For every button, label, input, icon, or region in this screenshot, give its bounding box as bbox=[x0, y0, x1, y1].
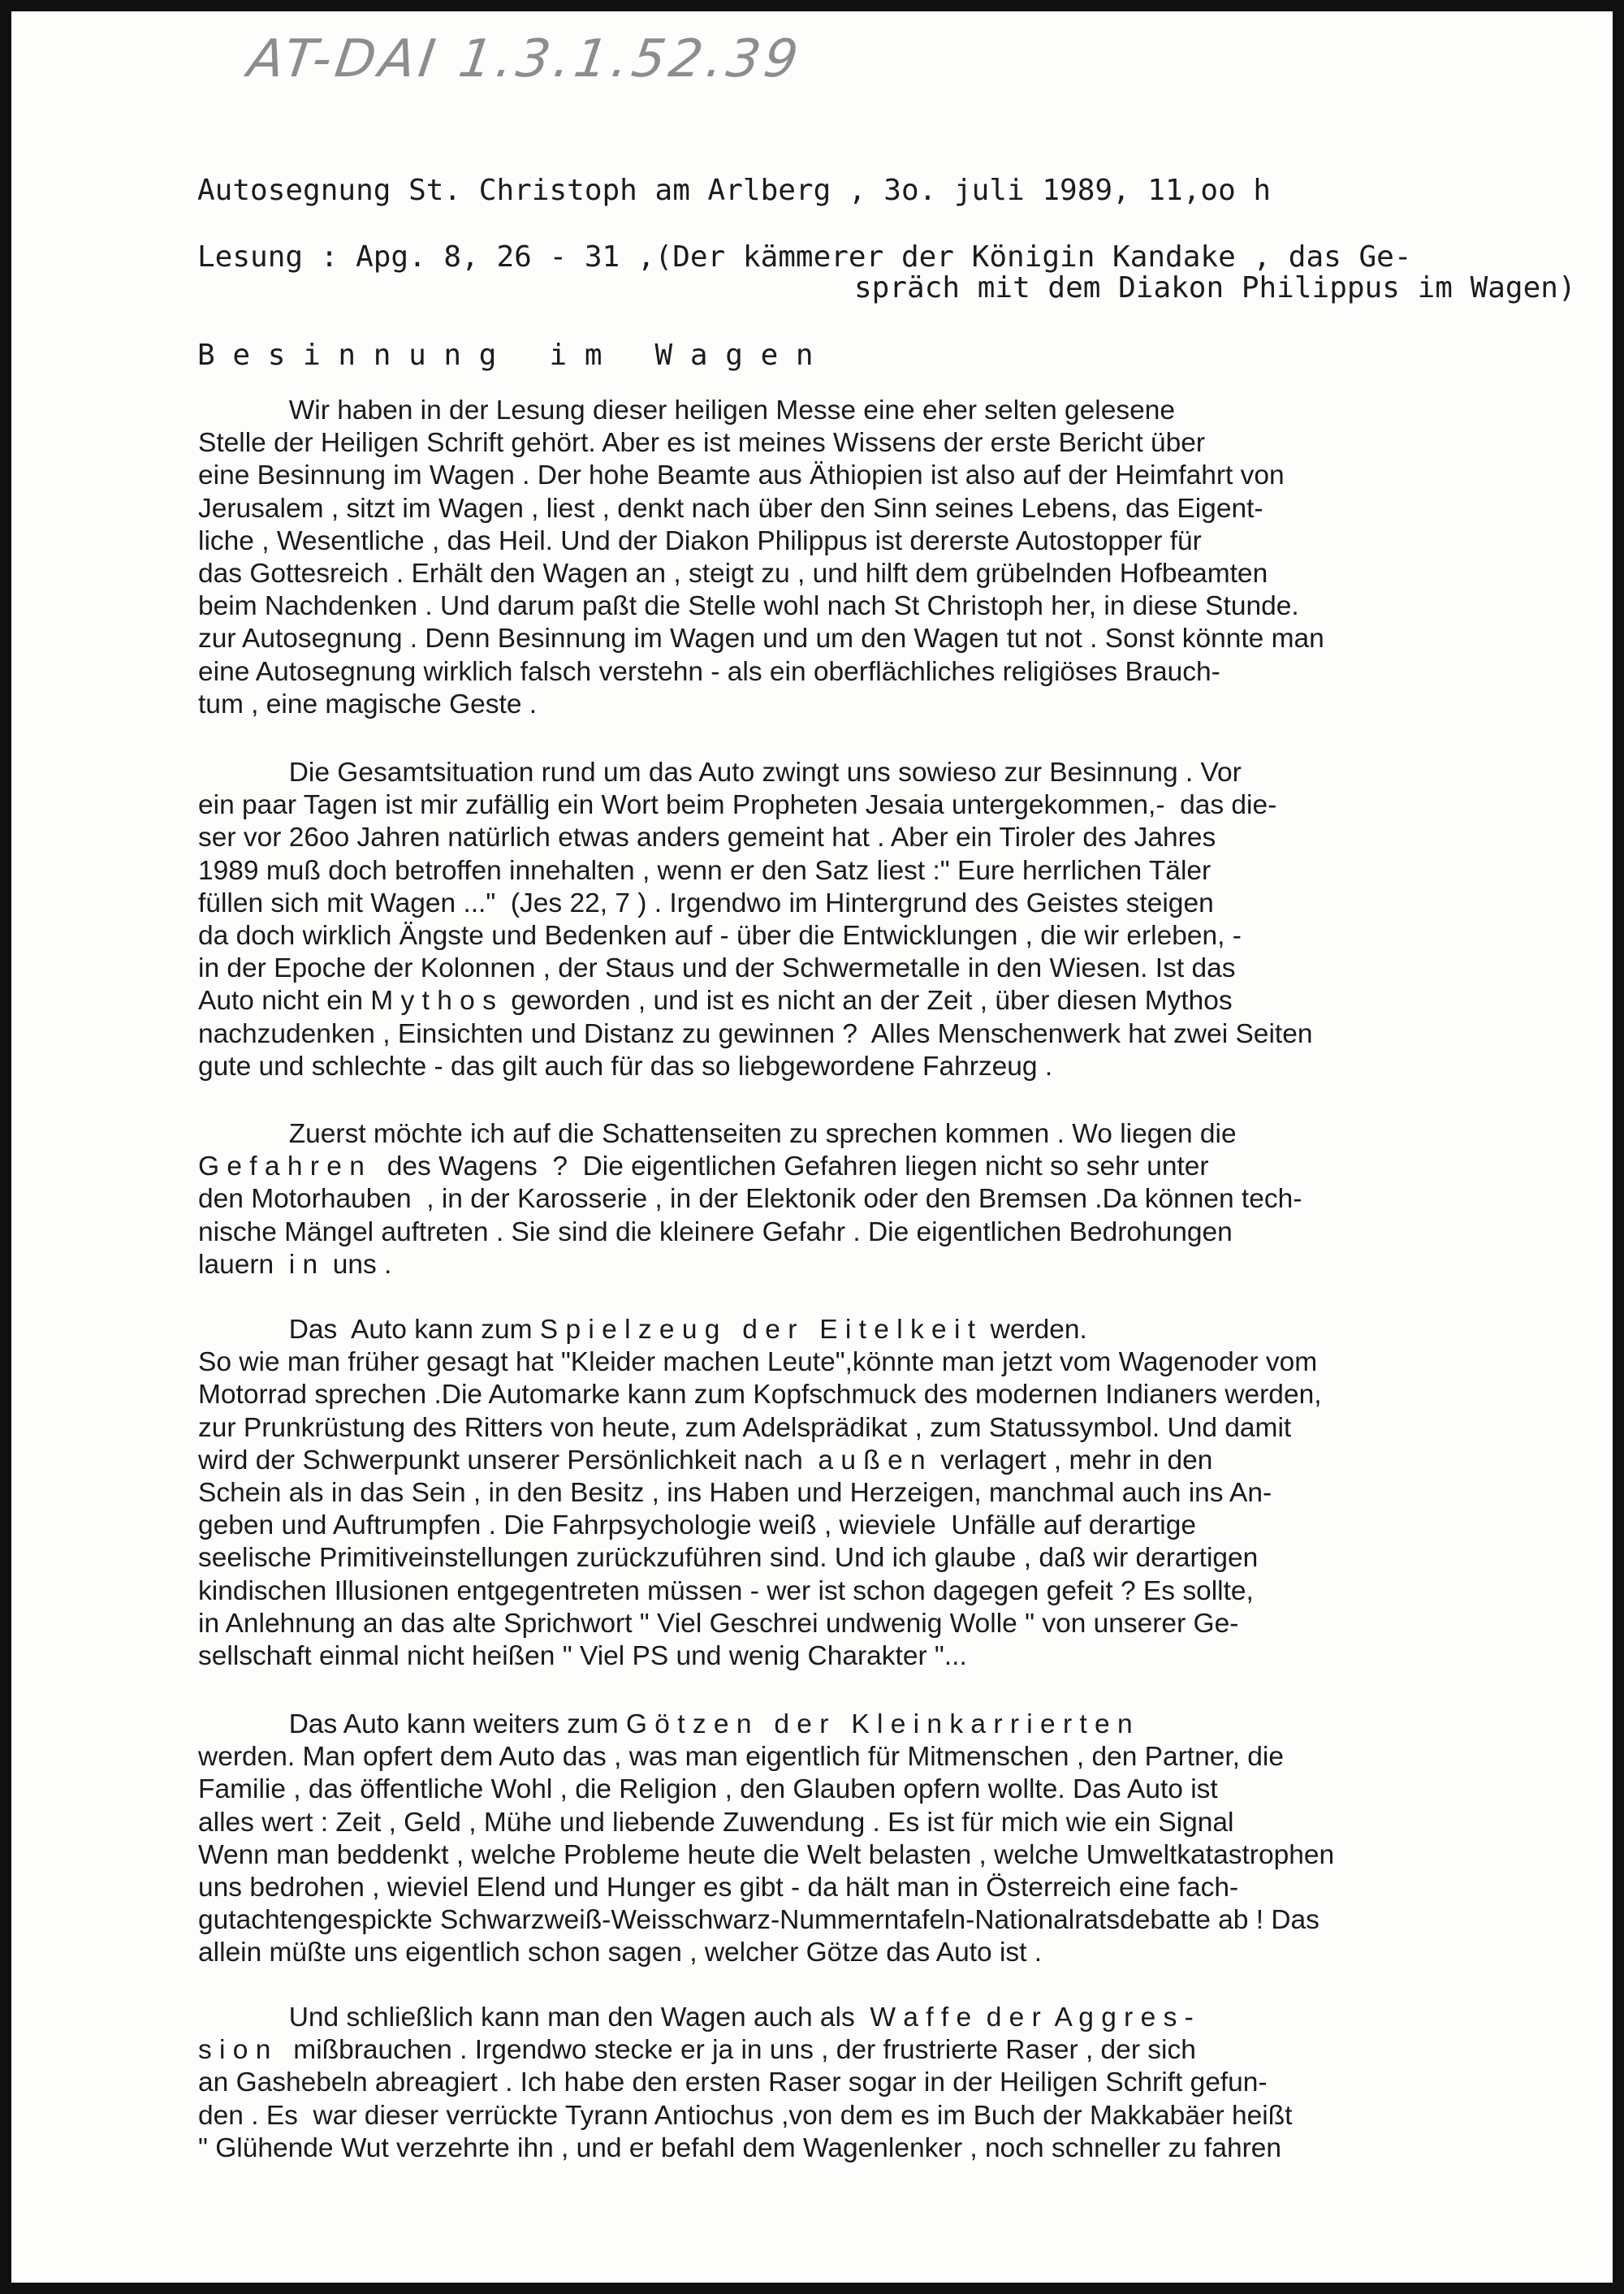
text-line: So wie man früher gesagt hat "Kleider machen Leute",könnte man jetzt vom Wagenoder vom bbox=[198, 1347, 1318, 1378]
text-line: Stelle der Heiligen Schrift gehört. Aber es ist meines Wissens der erste Bericht über bbox=[198, 428, 1206, 459]
lesung-line-2: spräch mit dem Diakon Philippus im Wagen) bbox=[854, 271, 1576, 305]
text-line: Und schließlich kann man den Wagen auch als W a f f e d e r A g g r e s - bbox=[198, 2002, 1194, 2033]
paragraph-4 bbox=[198, 1314, 1613, 1673]
text-line: lauern i n uns . bbox=[198, 1249, 392, 1280]
text-line: eine Autosegnung wirklich falsch verstehn - als ein oberflächliches religiöses Brauch- bbox=[198, 656, 1220, 687]
paragraph-5 bbox=[198, 1709, 1613, 1970]
text-line: uns bedrohen , wieviel Elend und Hunger es gibt - da hält man in Österreich eine fach- bbox=[198, 1872, 1239, 1903]
text-line: Wenn man beddenkt , welche Probleme heute die Welt belasten , welche Umweltkatastrophen bbox=[198, 1839, 1335, 1870]
text-line: ser vor 26oo Jahren natürlich etwas anders gemeint hat . Aber ein Tiroler des Jahres bbox=[198, 823, 1216, 853]
text-line: ein paar Tagen ist mir zufällig ein Wort beim Propheten Jesaia untergekommen,- das die- bbox=[198, 790, 1277, 821]
text-line: werden. Man opfert dem Auto das , was man eigentlich für Mitmenschen , den Partner, die bbox=[198, 1742, 1284, 1773]
text-line: Jerusalem , sitzt im Wagen , liest , denkt nach über den Sinn seines Lebens, das Eigent- bbox=[198, 493, 1263, 524]
text-line: Motorrad sprechen .Die Automarke kann zum Kopfschmuck des modernen Indianers werden, bbox=[198, 1380, 1322, 1411]
text-line: gute und schlechte - das gilt auch für das so liebgewordene Fahrzeug . bbox=[198, 1051, 1053, 1082]
text-line: liche , Wesentliche , das Heil. Und der Diakon Philippus ist dererste Autostopper für bbox=[198, 525, 1202, 556]
text-line: zur Prunkrüstung des Ritters von heute, zum Adelsprädikat , zum Statussymbol. Und damit bbox=[198, 1412, 1292, 1443]
text-line: Das Auto kann zum S p i e l z e u g d e r E i t e l k e i t werden. bbox=[198, 1315, 1087, 1345]
text-line: s i o n mißbrauchen . Irgendwo stecke er ja in uns , der frustrierte Raser , der sich bbox=[198, 2035, 1196, 2066]
text-line: Das Auto kann weiters zum G ö t z e n d e r K l e i n k a r r i e r t e n bbox=[198, 1709, 1133, 1739]
section-title: B e s i n n u n g i m W a g e n bbox=[197, 339, 814, 372]
text-line: da doch wirklich Ängste und Bedenken auf - über die Entwicklungen , die wir erleben, - bbox=[198, 920, 1242, 951]
text-line: Die Gesamtsituation rund um das Auto zwingt uns sowieso zur Besinnung . Vor bbox=[198, 758, 1242, 788]
text-line: Familie , das öffentliche Wohl , die Religion , den Glauben opfern wollte. Das Auto ist bbox=[198, 1774, 1218, 1805]
text-line: Schein als in das Sein , in den Besitz , ins Haben und Herzeigen, manchmal auch ins An- bbox=[198, 1477, 1272, 1508]
text-line: geben und Auftrumpfen . Die Fahrpsychologie weiß , wieviele Unfälle auf derartige bbox=[198, 1510, 1197, 1541]
text-line: den . Es war dieser verrückte Tyrann Antiochus ,von dem es im Buch der Makkabäer heißt bbox=[198, 2100, 1293, 2131]
text-line: G e f a h r e n des Wagens ? Die eigentlichen Gefahren liegen nicht so sehr unter bbox=[198, 1151, 1209, 1182]
text-line: kindischen Illusionen entgegentreten müssen - wer ist schon dagegen gefeit ? Es sollte, bbox=[198, 1575, 1254, 1606]
text-line: den Motorhauben , in der Karosserie , in der Elektonik oder den Bremsen .Da können tech- bbox=[198, 1184, 1302, 1215]
paragraph-6 bbox=[198, 2002, 1613, 2165]
text-line: seelische Primitiveinstellungen zurückzuführen sind. Und ich glaube , daß wir derartigen bbox=[198, 1543, 1259, 1574]
text-line: nische Mängel auftreten . Sie sind die kleinere Gefahr . Die eigentlichen Bedrohungen bbox=[198, 1216, 1233, 1247]
text-line: in Anlehnung an das alte Sprichwort " Viel Geschrei undwenig Wolle " von unserer Ge- bbox=[198, 1608, 1239, 1639]
text-line: eine Besinnung im Wagen . Der hohe Beamte aus Äthiopien ist also auf der Heimfahrt von bbox=[198, 460, 1285, 491]
text-line: das Gottesreich . Erhält den Wagen an , steigt zu , und hilft dem grübelnden Hofbeamten bbox=[198, 558, 1268, 589]
text-line: tum , eine magische Geste . bbox=[198, 689, 538, 719]
text-line: Zuerst möchte ich auf die Schattenseiten zu sprechen kommen . Wo liegen die bbox=[198, 1119, 1237, 1149]
paragraph-2 bbox=[198, 757, 1613, 1083]
text-line: wird der Schwerpunkt unserer Persönlichkeit nach a u ß e n verlagert , mehr in den bbox=[198, 1445, 1213, 1475]
text-line: allein müßte uns eigentlich schon sagen , welcher Götze das Auto ist . bbox=[198, 1938, 1043, 1968]
text-line: Auto nicht ein M y t h o s geworden , und ist es nicht an der Zeit , über diesen Mythos bbox=[198, 986, 1233, 1017]
text-line: zur Autosegnung . Denn Besinnung im Wagen und um den Wagen tut not . Sonst könnte man bbox=[198, 624, 1324, 655]
paragraph-1 bbox=[198, 395, 1613, 721]
header-title-line: Autosegnung St. Christoph am Arlberg , 3o. juli 1989, 11,oo h bbox=[197, 174, 1272, 207]
text-line: Wir haben in der Lesung dieser heiligen Messe eine eher selten gelesene bbox=[198, 395, 1175, 426]
document-page bbox=[11, 11, 1613, 2283]
lesung-line-1: Lesung : Apg. 8, 26 - 31 ,(Der kämmerer der Königin Kandake , das Ge- bbox=[197, 240, 1412, 274]
text-line: nachzudenken , Einsichten und Distanz zu gewinnen ? Alles Menschenwerk hat zwei Seiten bbox=[198, 1018, 1313, 1049]
text-line: füllen sich mit Wagen ..." (Jes 22, 7 ) . Irgendwo im Hintergrund des Geistes steigen bbox=[198, 888, 1214, 918]
archive-id-handwritten: AT-DAI 1.3.1.52.39 bbox=[244, 29, 806, 89]
text-line: " Glühende Wut verzehrte ihn , und er befahl dem Wagenlenker , noch schneller zu fahren bbox=[198, 2132, 1282, 2163]
text-line: in der Epoche der Kolonnen , der Staus und der Schwermetalle in den Wiesen. Ist das bbox=[198, 953, 1236, 984]
text-line: an Gashebeln abreagiert . Ich habe den ersten Raser sogar in der Heiligen Schrift gefun- bbox=[198, 2067, 1268, 2098]
text-line: alles wert : Zeit , Geld , Mühe und liebende Zuwendung . Es ist für mich wie ein Signal bbox=[198, 1807, 1234, 1838]
text-line: sellschaft einmal nicht heißen " Viel PS und wenig Charakter "... bbox=[198, 1640, 967, 1671]
text-line: beim Nachdenken . Und darum paßt die Stelle wohl nach St Christoph her, in diese Stunde. bbox=[198, 591, 1299, 622]
text-line: 1989 muß doch betroffen innehalten , wenn er den Satz liest :" Eure herrlichen Täler bbox=[198, 855, 1212, 886]
paragraph-3 bbox=[198, 1118, 1613, 1281]
text-line: gutachtengespickte Schwarzweiß-Weisschwarz-Nummerntafeln-Nationalratsdebatte ab ! Das bbox=[198, 1905, 1320, 1936]
